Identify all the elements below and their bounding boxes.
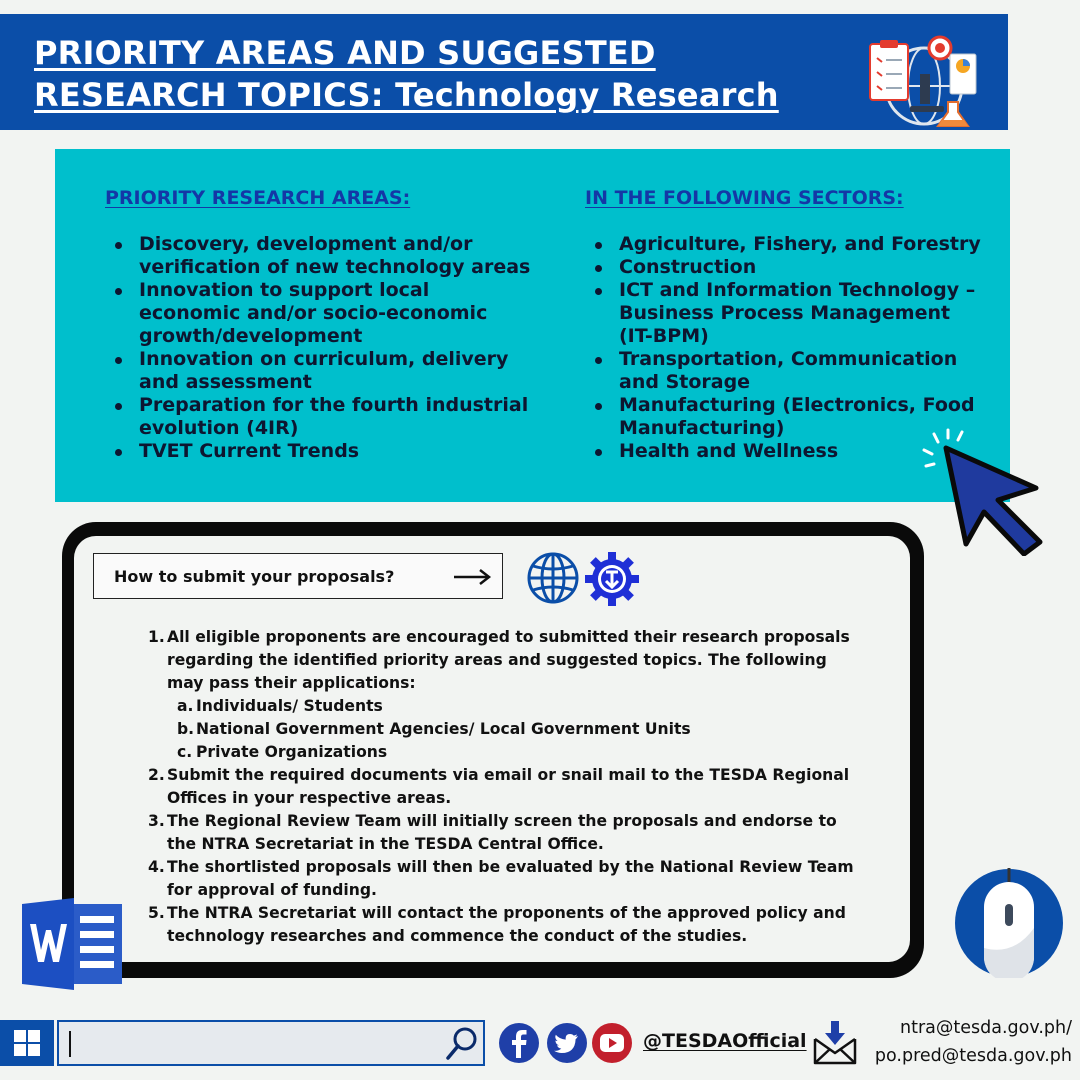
research-clipboard-globe-icon	[862, 34, 982, 130]
arrow-right-icon	[452, 568, 492, 586]
step-item	[148, 902, 868, 948]
how-to-submit-label: How to submit your proposals?	[114, 567, 395, 586]
title-line-2: RESEARCH TOPICS: Technology Research	[34, 76, 779, 114]
priority-panel	[55, 149, 1010, 502]
text-caret	[69, 1031, 71, 1057]
step-number: 2.	[148, 766, 165, 784]
tablet-frame	[62, 522, 924, 978]
substep-item	[167, 695, 868, 718]
mail-download-icon	[812, 1019, 858, 1065]
substep-letter: b.	[177, 720, 195, 738]
submission-steps	[148, 626, 868, 948]
substep-item	[167, 718, 868, 741]
sectors-column	[585, 187, 985, 463]
contact-emails	[862, 1014, 1072, 1070]
priority-areas-heading: PRIORITY RESEARCH AREAS:	[105, 187, 411, 209]
header-banner	[0, 14, 1008, 130]
tesda-gear-logo-icon[interactable]	[584, 551, 640, 607]
step-text: The shortlisted proposals will then be evaluated by the National Review Team for approval of funding.	[167, 858, 854, 899]
email-line-1[interactable]: ntra@tesda.gov.ph/	[900, 1018, 1072, 1038]
step-number: 5.	[148, 904, 165, 922]
how-to-submit-box[interactable]	[93, 553, 503, 599]
list-item: TVET Current Trends	[105, 440, 535, 463]
sectors-heading: IN THE FOLLOWING SECTORS:	[585, 187, 904, 209]
facebook-icon[interactable]	[498, 1022, 540, 1064]
windows-start-icon[interactable]	[0, 1020, 54, 1066]
computer-mouse-icon	[954, 868, 1064, 978]
step-item	[148, 856, 868, 902]
step-item	[148, 764, 868, 810]
substep-text: Individuals/ Students	[196, 697, 383, 715]
substep-letter: a.	[177, 697, 194, 715]
step-number: 1.	[148, 628, 165, 646]
substep-text: Private Organizations	[196, 743, 388, 761]
list-item: Manufacturing (Electronics, Food Manufacturing)	[585, 394, 985, 440]
youtube-icon[interactable]	[591, 1022, 633, 1064]
step-item	[148, 810, 868, 856]
applicant-types	[167, 695, 868, 764]
tablet-screen	[74, 536, 910, 962]
step-item	[148, 626, 868, 764]
search-input[interactable]	[57, 1020, 485, 1066]
page-title	[34, 32, 779, 116]
list-item: Innovation to support local economic and/or socio-economic growth/development	[105, 279, 535, 348]
twitter-icon[interactable]	[546, 1022, 588, 1064]
list-item: Discovery, development and/or verification of new technology areas	[105, 233, 535, 279]
priority-areas-column	[105, 187, 535, 463]
step-text: All eligible proponents are encouraged to submitted their research proposals regarding the identified priority areas and suggested topics. The following may pass their applications:	[167, 628, 850, 692]
list-item: Transportation, Communication and Storage	[585, 348, 985, 394]
email-line-2[interactable]: po.pred@tesda.gov.ph	[874, 1046, 1072, 1066]
search-icon[interactable]	[445, 1026, 479, 1062]
list-item: Preparation for the fourth industrial evolution (4IR)	[105, 394, 535, 440]
word-document-icon[interactable]	[22, 898, 124, 990]
list-item: Construction	[585, 256, 985, 279]
step-text: Submit the required documents via email or snail mail to the TESDA Regional Offices in your respective areas.	[167, 766, 850, 807]
globe-icon[interactable]	[526, 551, 580, 605]
step-text: The Regional Review Team will initially screen the proposals and endorse to the NTRA Secretariat in the TESDA Central Office.	[167, 812, 837, 853]
list-item: Health and Wellness	[585, 440, 985, 463]
title-line-1: PRIORITY AREAS AND SUGGESTED	[34, 34, 656, 72]
social-handle-link[interactable]: @TESDAOfficial	[643, 1030, 807, 1052]
list-item: Agriculture, Fishery, and Forestry	[585, 233, 985, 256]
list-item: Innovation on curriculum, delivery and assessment	[105, 348, 535, 394]
list-item: ICT and Information Technology – Business Process Management (IT-BPM)	[585, 279, 985, 348]
substep-item	[167, 741, 868, 764]
cursor-pointer-icon	[918, 426, 1054, 556]
substep-text: National Government Agencies/ Local Government Units	[196, 720, 691, 738]
priority-areas-list	[105, 233, 535, 463]
step-text: The NTRA Secretariat will contact the proponents of the approved policy and technology researches and commence the conduct of the studies.	[167, 904, 846, 945]
substep-letter: c.	[177, 743, 193, 761]
step-number: 4.	[148, 858, 165, 876]
step-number: 3.	[148, 812, 165, 830]
